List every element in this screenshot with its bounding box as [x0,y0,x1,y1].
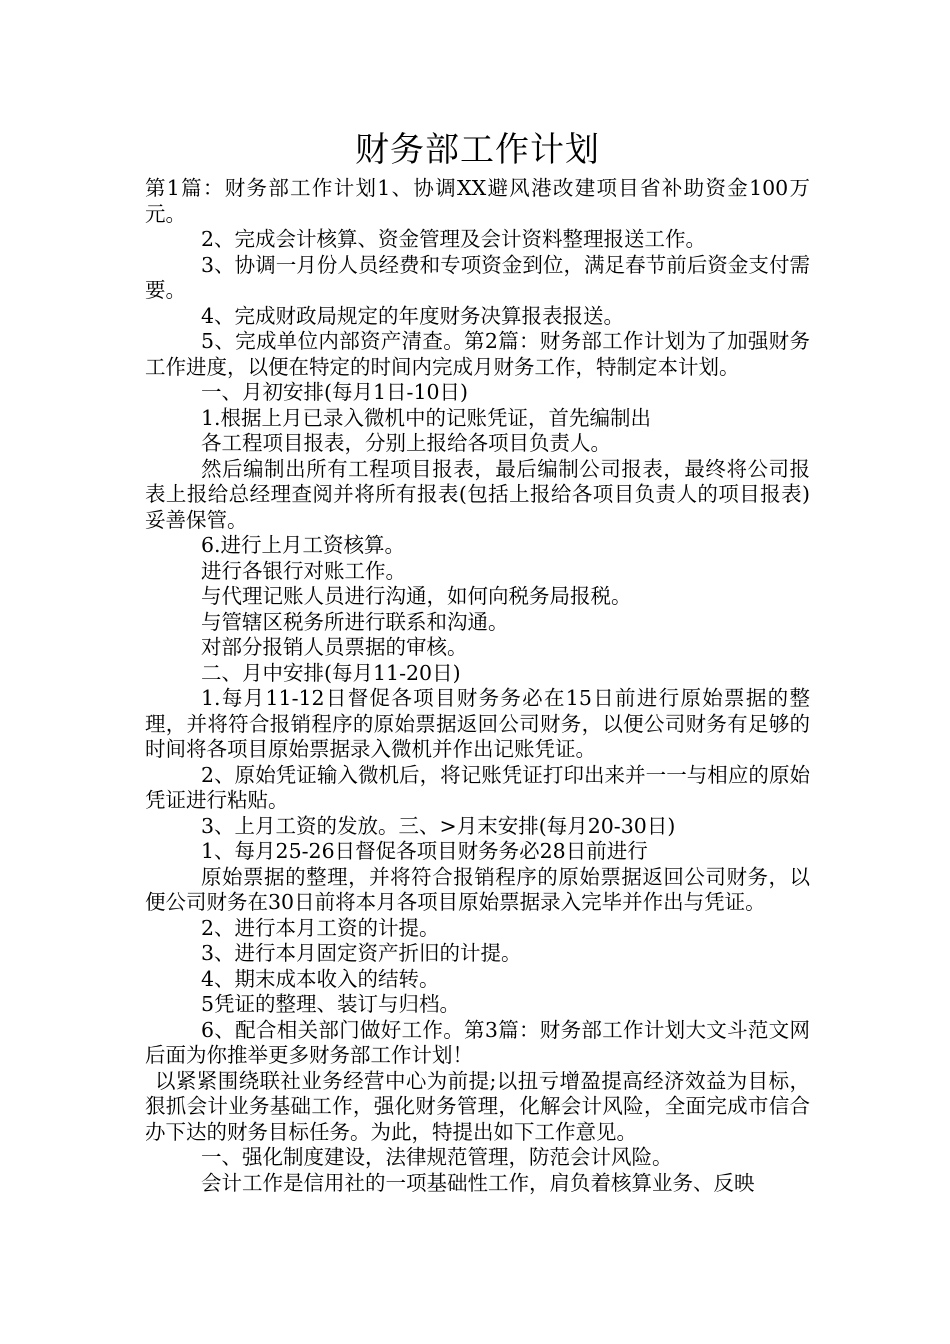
document-title: 财务部工作计划 [355,130,600,170]
paragraph: 一、月初安排(每月1日-10日) [201,380,469,404]
paragraph: 1.每月11-12日督促各项目财务务必在15日前进行原始票据的整理，并将符合报销程序的原始票据返回公司财务，以便公司财务有足够的时间将各项目原始票据录入微机并作出记账凭证。 [145,686,810,761]
paragraph: 4、期末成本收入的结转。 [201,966,440,991]
paragraph: 原始票据的整理，并将符合报销程序的原始票据返回公司财务，以便公司财务在30日前将本月各项目原始票据录入完毕并作出与凭证。 [145,864,810,914]
paragraph: 各工程项目报表，分别上报给各项目负责人。 [201,431,611,455]
paragraph: 1.根据上月已录入微机中的记账凭证，首先编制出 [201,405,652,430]
paragraph: 3、进行本月固定资产折旧的计提。 [201,941,522,965]
paragraph: 1、每月25-26日督促各项目财务务必28日前进行 [201,839,648,863]
paragraph: 2、原始凭证输入微机后，将记账凭证打印出来并一一与相应的原始凭证进行粘贴。 [145,762,810,812]
paragraph: 与管辖区税务所进行联系和沟通。 [201,609,509,634]
paragraph: 二、月中安排(每月11-20日) [201,660,461,685]
paragraph: 6.进行上月工资核算。 [201,533,406,557]
document-body [145,176,810,1196]
paragraph: 会计工作是信用社的一项基础性工作，肩负着核算业务、反映 [201,1170,755,1195]
paragraph: 进行各银行对账工作。 [201,558,406,583]
paragraph: 3、协调一月份人员经费和专项资金到位，满足春节前后资金支付需要。 [145,252,810,302]
paragraph: 第1篇：财务部工作计划1、协调XX避风港改建项目省补助资金100万元。 [145,176,810,226]
paragraph: 2、完成会计核算、资金管理及会计资料整理报送工作。 [201,227,707,251]
paragraph: 一、强化制度建设，法律规范管理，防范会计风险。 [201,1145,673,1169]
paragraph: 对部分报销人员票据的审核。 [201,635,468,659]
paragraph: 2、进行本月工资的计提。 [201,915,440,940]
paragraph: 然后编制出所有工程项目报表，最后编制公司报表，最终将公司报表上报给总经理查阅并将所有报表(包括上报给各项目负责人的项目报表)妥善保管。 [145,456,810,532]
document-page [145,128,810,1196]
paragraph: 5凭证的整理、装订与归档。 [201,992,461,1016]
paragraph: 3、上月工资的发放。三、>月末安排(每月20-30日) [201,813,676,838]
paragraph: 与代理记账人员进行沟通，如何向税务局报税。 [201,584,632,608]
paragraph: 6、配合相关部门做好工作。第3篇：财务部工作计划大文斗范文网后面为你推举更多财务部工作计划！ [145,1017,810,1067]
paragraph: 4、完成财政局规定的年度财务决算报表报送。 [201,303,625,328]
paragraph: 以紧紧围绕联社业务经营中心为前提;以扭亏增盈提高经济效益为目标，狠抓会计业务基础工作，强化财务管理，化解会计风险，全面完成市信合办下达的财务目标任务。为此，特提出如下工作意见。 [145,1068,810,1144]
paragraph: 5、完成单位内部资产清查。第2篇：财务部工作计划为了加强财务工作进度，以便在特定的时间内完成月财务工作，特制定本计划。 [145,329,810,379]
